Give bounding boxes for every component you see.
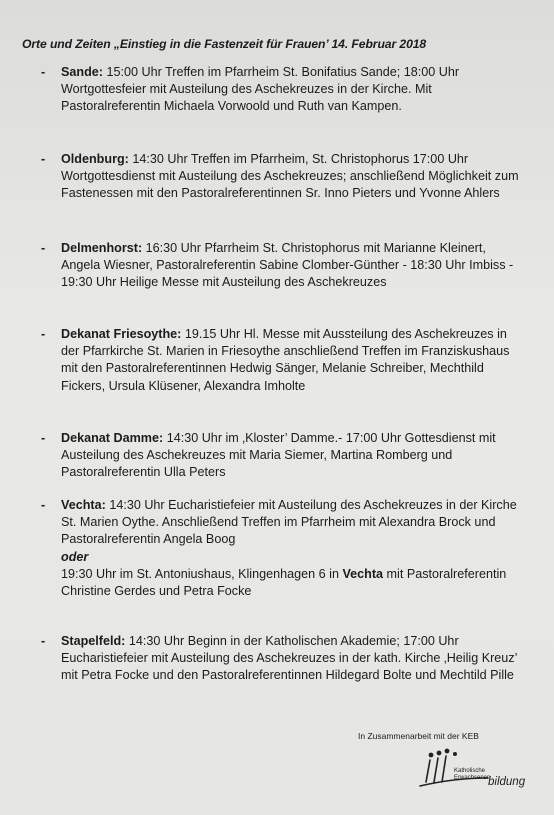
- event-details: 19.15 Uhr Hl. Messe mit Aussteilung des Aschekreuzes in der Pfarrkirche St. Marien in Friesoythe anschließend Treffen im Franziskushaus mit den Pastoralreferentinnen Hedwig Sänger, Melanie Schreiber, Mechthild Fickers, Ursula Klüsener, Alexandra Imholte: [61, 327, 510, 393]
- logo-word: bildung: [488, 776, 526, 788]
- list-item-oldenburg: [41, 151, 522, 203]
- list-bullet: -: [41, 634, 46, 648]
- place-name: Sande:: [61, 65, 103, 79]
- event-details: 14:30 Uhr Treffen im Pfarrheim, St. Christophorus 17:00 Uhr Wortgottesdienst mit Austeilung des Aschekreuzes; anschließend Möglichkeit zum Fastenessen mit den Pastoralreferentinnen Sr. Inno Pieters und Yvonne Ahlers: [61, 152, 519, 201]
- cooperation-note: In Zusammenarbeit mit der KEB: [358, 731, 479, 741]
- place-name: Oldenburg:: [61, 152, 129, 166]
- list-item-damme: [41, 430, 522, 482]
- list-bullet: -: [41, 498, 46, 512]
- event-details: 15:00 Uhr Treffen im Pfarrheim St. Bonifatius Sande; 18:00 Uhr Wortgottesfeier mit Austeilung des Aschekreuzes in der Kirche. Mit Pastoralreferentin Michaela Vorwoold und Ruth van Kampen.: [61, 65, 460, 114]
- list-bullet: -: [41, 65, 46, 79]
- list-bullet: -: [41, 327, 46, 341]
- place-name: Delmenhorst:: [61, 241, 143, 255]
- list-bullet: -: [41, 431, 46, 445]
- list-item-vechta: [41, 497, 522, 600]
- place-name: Dekanat Damme:: [61, 431, 164, 445]
- place-name: Dekanat Friesoythe:: [61, 327, 182, 341]
- document-title: Orte und Zeiten „Einstieg in die Fastenzeit für Frauen’ 14. Februar 2018: [22, 37, 427, 51]
- list-item-delmenhorst: [41, 240, 522, 292]
- list-bullet: -: [41, 152, 46, 166]
- event-details-alt-end: mit Pastoralreferentin Christine Gerdes und Petra Focke: [61, 566, 507, 599]
- oder-label: oder: [61, 549, 89, 564]
- list-bullet: -: [41, 241, 46, 255]
- place-name: Vechta:: [61, 498, 106, 512]
- list-item-stapelfeld: [41, 633, 522, 685]
- event-details: 14:30 Uhr Beginn in der Katholischen Akademie; 17:00 Uhr Eucharistiefeier mit Austeilung des Aschekreuzes in der kath. Kirche ‚Heilig Kreuz’ mit Petra Focke und den Pastoralreferentinnen Hildegard Bolte und Mechtild Pille: [61, 634, 517, 683]
- event-details: 14:30 Uhr Eucharistiefeier mit Austeilung des Aschekreuzes in der Kirche St. Marien Oythe. Anschließend Treffen im Pfarrheim mit Alexandra Brock und Pastoralreferentin Angela Boog: [61, 498, 517, 547]
- list-item-friesoythe: [41, 326, 522, 395]
- place-name-inline: Vechta: [342, 566, 384, 581]
- event-details: 16:30 Uhr Pfarrheim St. Christophorus mit Marianne Kleinert, Angela Wiesner, Pastoralreferentin Sabine Clomber-Günther - 18:30 Uhr Imbiss - 19:30 Uhr Heilige Messe mit Austeilung des Aschekreuzes: [61, 241, 514, 290]
- event-details-alt: 19:30 Uhr im St. Antoniushaus, Klingenhagen 6 in: [61, 566, 343, 581]
- logo-small-text: Katholische Erwachsenen: [454, 768, 491, 781]
- place-name: Stapelfeld:: [61, 634, 126, 648]
- event-details: 14:30 Uhr im ‚Kloster’ Damme.- 17:00 Uhr Gottesdienst mit Austeilung des Aschekreuzes mit Maria Siemer, Martina Romberg und Pastoralreferentin Ulla Peters: [61, 431, 496, 480]
- list-item-sande: [41, 64, 522, 116]
